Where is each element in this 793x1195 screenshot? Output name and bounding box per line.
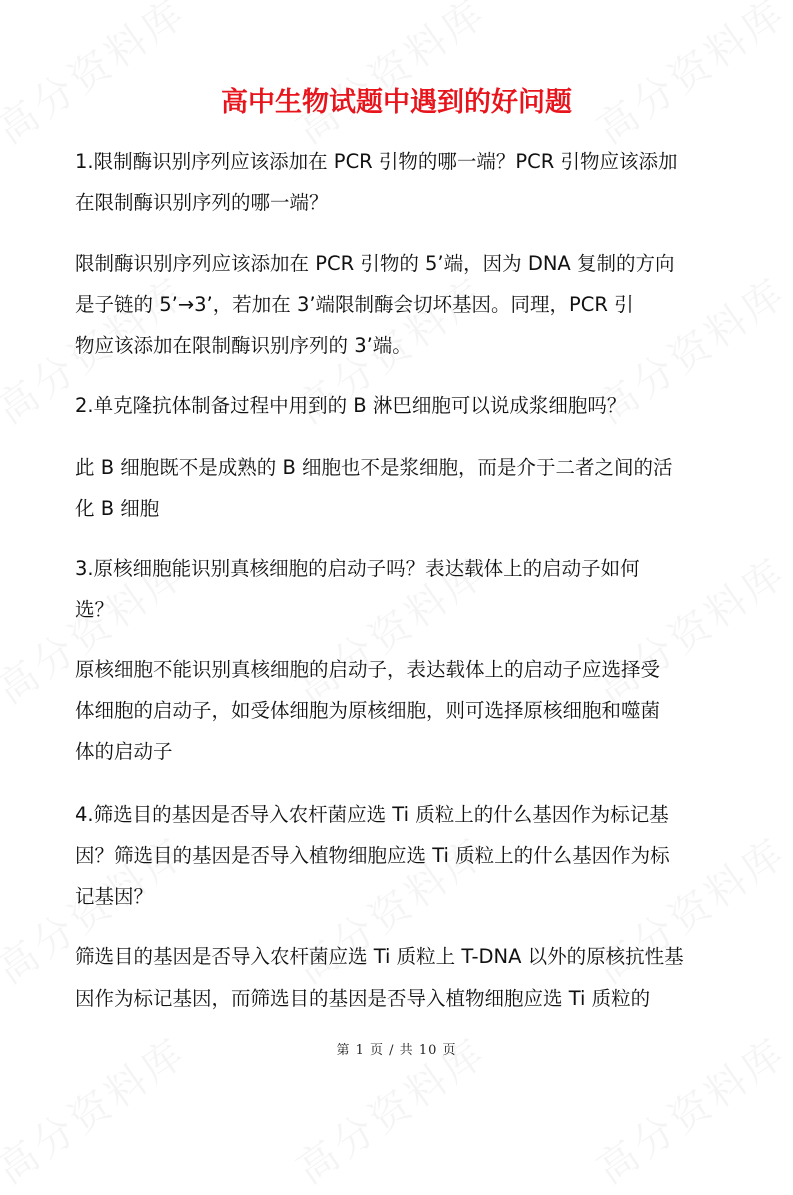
question-line: 3.原核细胞能识别真核细胞的启动子吗？表达载体上的启动子如何 xyxy=(75,557,640,580)
question-line: 记基因？ xyxy=(75,885,154,908)
answer-line: 化 B 细胞 xyxy=(75,497,160,520)
answer-line: 因作为标记基因，而筛选目的基因是否导入植物细胞应选 Ti 质粒的 xyxy=(75,987,651,1010)
answer-line: 体的启动子 xyxy=(75,740,173,763)
question-line: 4.筛选目的基因是否导入农杆菌应选 Ti 质粒上的什么基因作为标记基 xyxy=(75,803,669,826)
answer-line: 原核细胞不能识别真核细胞的启动子，表达载体上的启动子应选择受 xyxy=(75,658,661,681)
page-footer: 第 1 页 / 共 10 页 xyxy=(336,1043,457,1058)
question-line: 因？筛选目的基因是否导入植物细胞应选 Ti 质粒上的什么基因作为标 xyxy=(75,844,670,867)
answer-line: 物应该添加在限制酶识别序列的 3’端。 xyxy=(75,334,412,357)
answer-line: 是子链的 5’→3’，若加在 3’端限制酶会切坏基因。同理，PCR 引 xyxy=(75,293,634,316)
document-title: 高中生物试题中遇到的好问题 xyxy=(221,87,572,118)
question-line: 在限制酶识别序列的哪一端？ xyxy=(75,191,329,214)
answer-line: 限制酶识别序列应该添加在 PCR 引物的 5’端，因为 DNA 复制的方向 xyxy=(75,252,675,275)
question-line: 1.限制酶识别序列应该添加在 PCR 引物的哪一端？PCR 引物应该添加 xyxy=(75,150,678,173)
watermark-text xyxy=(584,0,793,155)
question-line: 选？ xyxy=(75,598,115,621)
watermark-text xyxy=(0,0,196,155)
answer-line: 筛选目的基因是否导入农杆菌应选 Ti 质粒上 T-DNA 以外的原核抗性基 xyxy=(75,945,684,968)
answer-line: 体细胞的启动子，如受体细胞为原核细胞，则可选择原核细胞和噬菌 xyxy=(75,699,661,722)
question-line: 2.单克隆抗体制备过程中用到的 B 淋巴细胞可以说成浆细胞吗？ xyxy=(75,394,627,417)
watermark-text xyxy=(284,0,497,155)
answer-line: 此 B 细胞既不是成熟的 B 细胞也不是浆细胞，而是介于二者之间的活 xyxy=(75,456,673,479)
